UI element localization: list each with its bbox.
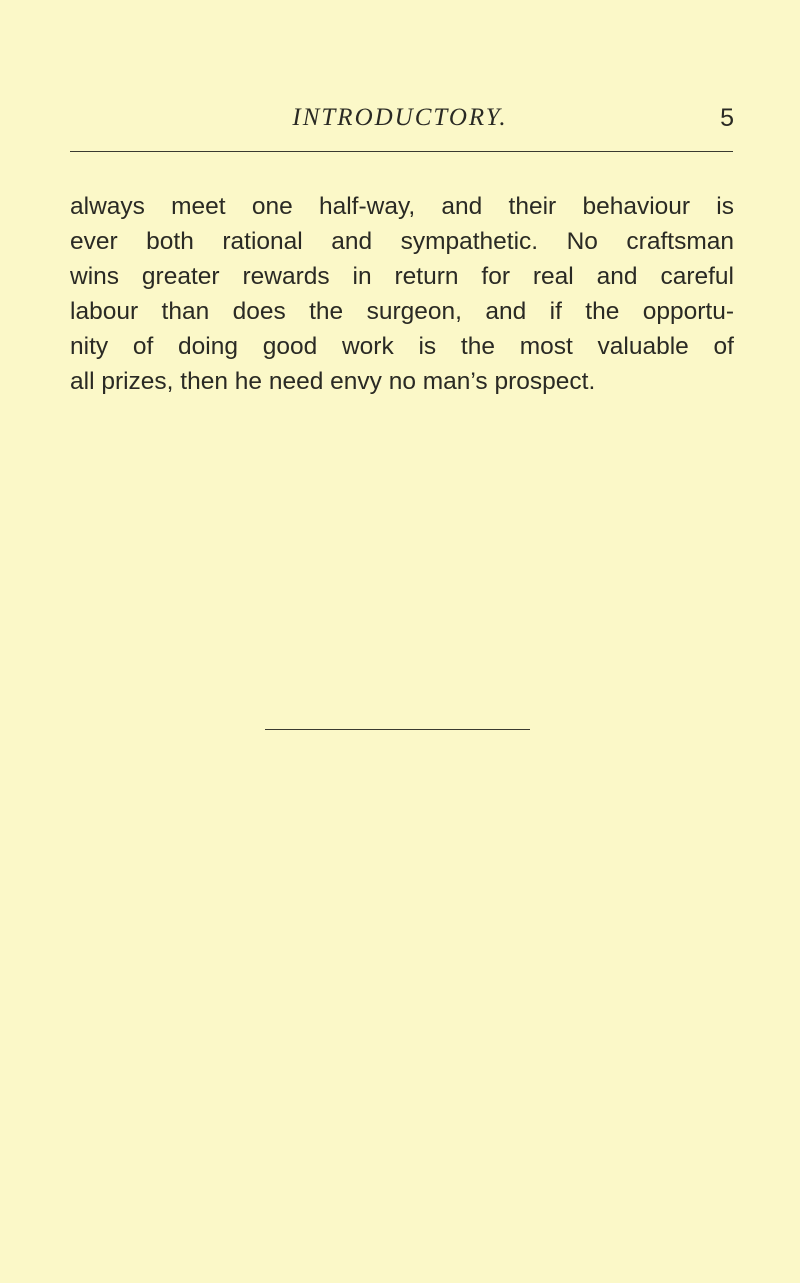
section-end-rule	[265, 729, 530, 730]
running-head	[0, 103, 800, 139]
header-rule	[70, 151, 733, 152]
text-line: all prizes, then he need envy no man’s prospect.	[70, 368, 596, 395]
text-line: nity of doing good work is the most valuable of	[70, 333, 734, 360]
body-paragraph	[70, 189, 734, 399]
text-line: ever both rational and sympathetic. No craftsman	[70, 228, 734, 255]
running-title: INTRODUCTORY.	[292, 104, 508, 131]
page-number: 5	[720, 104, 734, 132]
text-line: wins greater rewards in return for real and careful	[70, 263, 734, 290]
text-line: always meet one half-way, and their behaviour is	[70, 193, 734, 220]
text-line: labour than does the surgeon, and if the opportu-	[70, 298, 734, 325]
